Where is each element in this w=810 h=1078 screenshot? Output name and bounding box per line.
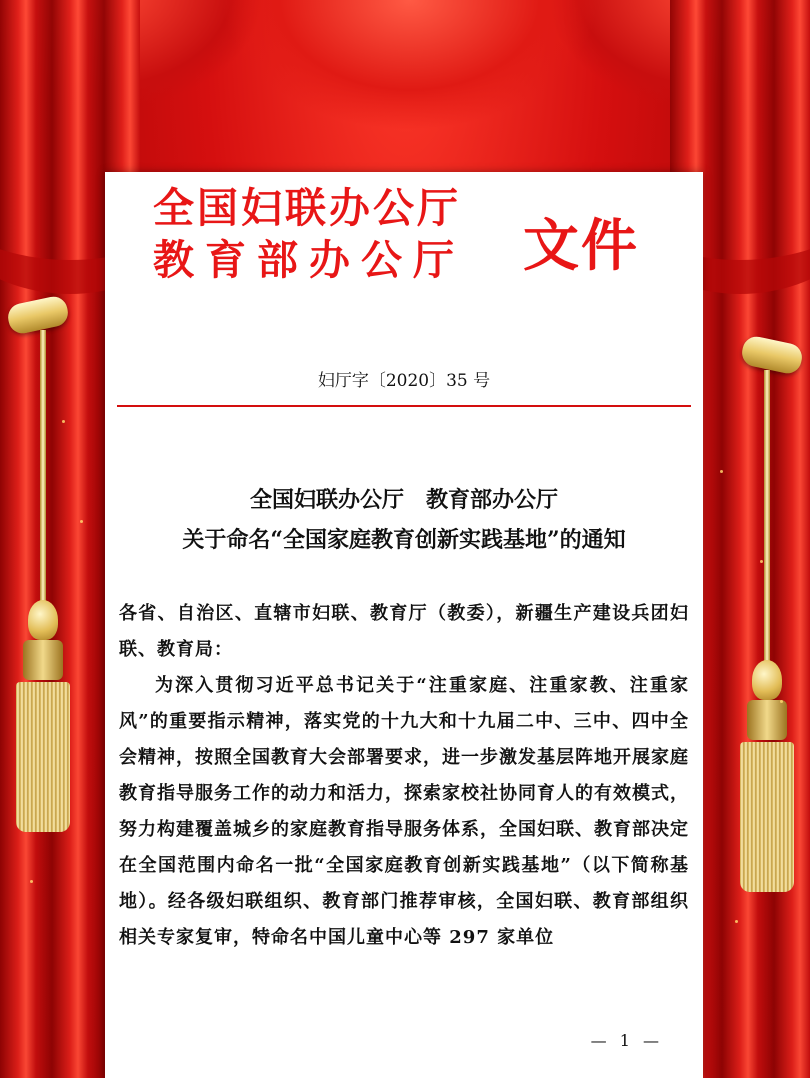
- title-line-1: 全国妇联办公厅 教育部办公厅: [249, 487, 558, 513]
- red-divider: [117, 405, 691, 407]
- document-body: [119, 596, 689, 956]
- agency-line-1: 全国妇联办公厅: [153, 184, 461, 232]
- page-number: — 1 —: [590, 1031, 663, 1050]
- sparkle-icon: [30, 880, 33, 883]
- left-tassel-icon: [16, 600, 70, 832]
- sparkle-icon: [735, 920, 738, 923]
- sparkle-icon: [720, 470, 723, 473]
- document-number: 妇厅字〔2020〕35 号: [317, 371, 491, 391]
- sparkle-icon: [780, 700, 783, 703]
- sparkle-icon: [760, 560, 763, 563]
- title-line-2: 关于命名“全国家庭教育创新实践基地”的通知: [182, 527, 626, 553]
- body-paragraph: 为深入贯彻习近平总书记关于“注重家庭、注重家教、注重家风”的重要指示精神，落实党的十九大和十九届二中、三中、四中全会精神，按照全国教育大会部署要求，进一步激发基层阵地开展家庭教育指导服务工作的动力和活力，探索家校社协同育人的有效模式，努力构建覆盖城乡的家庭教育指导服务体系，全国妇联、教育部决定在全国范围内命名一批“全国家庭教育创新实践基地”（以下简称基地）。经各级妇联组织、教育部门推荐审核，全国妇联、教育部组织相关专家复审，特命名中国儿童中心等 297 家单位: [119, 675, 689, 948]
- left-tassel-cord: [40, 330, 46, 610]
- right-tassel-icon: [740, 660, 794, 892]
- salutation: 各省、自治区、直辖市妇联、教育厅（教委），新疆生产建设兵团妇联、教育局：: [119, 603, 689, 660]
- sparkle-icon: [80, 520, 83, 523]
- right-tassel-cord: [764, 370, 770, 670]
- sparkle-icon: [62, 420, 65, 423]
- document-page: [105, 172, 703, 1078]
- agency-line-2: 教育部办公厅: [153, 236, 465, 284]
- issuing-agencies: [153, 182, 483, 286]
- document-title: [105, 480, 703, 560]
- document-label: 文件: [523, 213, 639, 279]
